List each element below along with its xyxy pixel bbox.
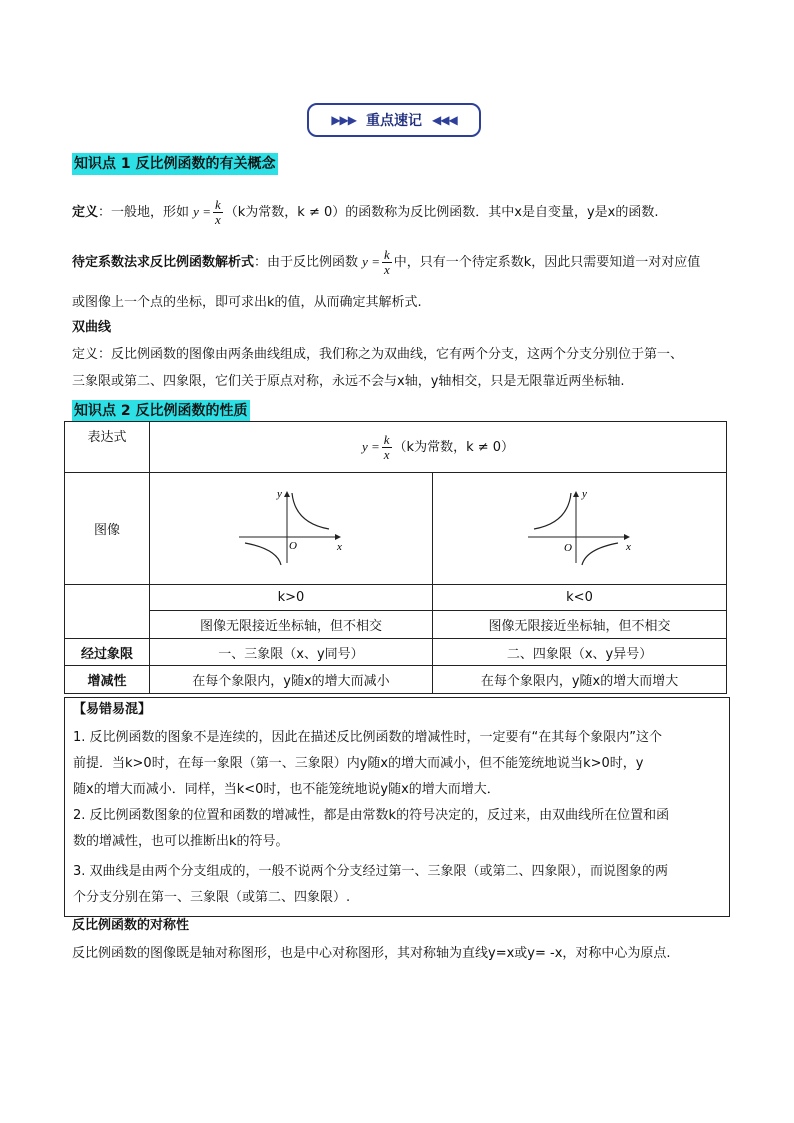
- hyperbola-heading: 双曲线: [72, 320, 112, 335]
- table-row: [65, 422, 727, 473]
- x-axis-arrow: [335, 534, 341, 540]
- mistakes-line: 前提．当k>0时，在每一象限（第一、三象限）内y随x的增大而减小，但不能笼统地说当k>0时，y: [73, 756, 644, 771]
- quadrant-positive-cell: 一、三象限（x、y同号）: [150, 639, 433, 666]
- table-row: [65, 611, 727, 639]
- graph-cell-negative: [433, 473, 727, 585]
- expression-label: [65, 422, 150, 473]
- definition-fraction: [213, 198, 223, 227]
- definition-formula-lhs: y =: [193, 204, 211, 219]
- banner-title: 重点速记: [366, 113, 422, 129]
- undetermined-paragraph-line1: [72, 248, 700, 277]
- undetermined-suffix: 中，只有一个待定系数k，因此只需要知道一对对应值: [393, 255, 701, 270]
- mistakes-line: 1. 反比例函数的图象不是连续的，因此在描述反比例函数的增减性时，一定要有“在其每个象限内”这个: [73, 730, 663, 745]
- expression-lhs: y =: [361, 438, 380, 454]
- definition-prefix: ：一般地，形如: [98, 205, 190, 220]
- k-negative-cell: k<0: [433, 585, 727, 611]
- definition-paragraph: [72, 198, 658, 227]
- fraction-denominator: x: [383, 446, 390, 462]
- monotonic-positive-cell: 在每个象限内，y随x的增大而减小: [150, 666, 433, 694]
- fraction-numerator: k: [383, 431, 390, 447]
- hyperbola-branch-quadrant-3: [245, 543, 281, 565]
- knowledge-point-2-heading: 知识点 2 反比例函数的性质: [72, 400, 250, 422]
- hyperbola-graph-k-positive: [231, 487, 351, 567]
- hyperbola-branch-quadrant-2: [534, 493, 571, 529]
- image-label: [65, 473, 150, 585]
- mistakes-line: 数的增减性，也可以推断出k的符号。: [73, 834, 289, 849]
- mistakes-line: 2. 反比例函数图象的位置和函数的增减性，都是由常数k的符号决定的，反过来，由双曲线所在位置和函: [73, 808, 670, 823]
- common-mistakes-box: [64, 697, 730, 917]
- properties-table: [64, 421, 727, 694]
- hyperbola-graph-k-negative: [520, 487, 640, 567]
- definition-condition: （k为常数，k ≠ 0）: [224, 205, 346, 220]
- quadrant-negative-cell: 二、四象限（x、y异号）: [433, 639, 727, 666]
- definition-suffix: 的函数称为反比例函数．其中x是自变量，y是x的函数.: [345, 205, 659, 220]
- undetermined-label: 待定系数法求反比例函数解析式: [72, 255, 255, 270]
- origin-label: O: [289, 539, 297, 552]
- y-axis-label: y: [277, 487, 282, 500]
- knowledge-point-1-heading: 知识点 1 反比例函数的有关概念: [72, 153, 278, 175]
- expression-cell: [150, 422, 727, 473]
- monotonic-negative-cell: 在每个象限内，y随x的增大而增大: [433, 666, 727, 694]
- graph-cell-positive: [150, 473, 433, 585]
- table-row: [65, 585, 727, 611]
- hyperbola-branch-quadrant-4: [582, 543, 618, 565]
- triple-left-triangle-icon: ◀◀◀: [432, 113, 457, 127]
- mistakes-line: 随x的增大而减小．同样，当k<0时，也不能笼统地说y随x的增大而增大．: [73, 782, 500, 797]
- origin-label: O: [563, 541, 572, 554]
- undetermined-formula-lhs: y =: [362, 254, 380, 269]
- fraction-denominator: x: [383, 262, 390, 277]
- symmetry-text: 反比例函数的图像既是轴对称图形，也是中心对称图形，其对称轴为直线y=x或y= -x，对称中心为原点.: [72, 946, 671, 961]
- symmetry-heading: 反比例函数的对称性: [72, 918, 190, 933]
- undetermined-fraction: [382, 248, 392, 277]
- x-axis-arrow: [624, 534, 630, 540]
- hyperbola-line2: 三象限或第二、四象限，它们关于原点对称，永远不会与x轴，y轴相交，只是无限靠近两坐标轴.: [72, 374, 625, 389]
- asymptote-negative-cell: 图像无限接近坐标轴，但不相交: [433, 611, 727, 639]
- mistakes-line: 个分支分别在第一、三象限（或第二、四象限）.: [73, 890, 351, 905]
- mistakes-title: 【易错易混】: [73, 702, 152, 717]
- expression-condition: （k为常数，k ≠ 0）: [393, 439, 515, 455]
- expression-fraction: [382, 433, 392, 462]
- undetermined-paragraph-line2: 或图像上一个点的坐标，即可求出k的值，从而确定其解析式.: [72, 295, 422, 310]
- definition-label: 定义: [72, 205, 99, 220]
- triple-right-triangle-icon: ▶▶▶: [331, 113, 356, 127]
- mistakes-line: 3. 双曲线是由两个分支组成的，一般不说两个分支经过第一、三象限（或第二、四象限），而说图象的两: [73, 864, 669, 879]
- asymptote-positive-cell: 图像无限接近坐标轴，但不相交: [150, 611, 433, 639]
- expression-label-text: 表达式: [87, 430, 127, 445]
- empty-cell: [65, 611, 150, 639]
- fraction-denominator: x: [214, 212, 221, 227]
- empty-cell: [65, 585, 150, 611]
- fraction-numerator: k: [383, 247, 390, 262]
- x-axis-label: x: [337, 540, 342, 553]
- table-row: [65, 666, 727, 694]
- monotonic-label: 增减性: [65, 666, 150, 694]
- section-banner: [307, 103, 481, 137]
- table-row: [65, 473, 727, 585]
- x-axis-label: x: [625, 540, 631, 553]
- hyperbola-line1: 定义：反比例函数的图像由两条曲线组成，我们称之为双曲线，它有两个分支，这两个分支分别位于第一、: [72, 347, 684, 362]
- y-axis-label: y: [581, 487, 587, 500]
- hyperbola-branch-quadrant-1: [292, 493, 329, 529]
- y-axis-arrow: [573, 491, 579, 497]
- y-axis-arrow: [284, 491, 290, 497]
- fraction-numerator: k: [214, 197, 221, 212]
- image-label-text: 图像: [93, 523, 120, 538]
- quadrant-label: 经过象限: [65, 639, 150, 666]
- table-row: [65, 639, 727, 666]
- k-positive-cell: k>0: [150, 585, 433, 611]
- undetermined-prefix: ：由于反比例函数: [254, 255, 359, 270]
